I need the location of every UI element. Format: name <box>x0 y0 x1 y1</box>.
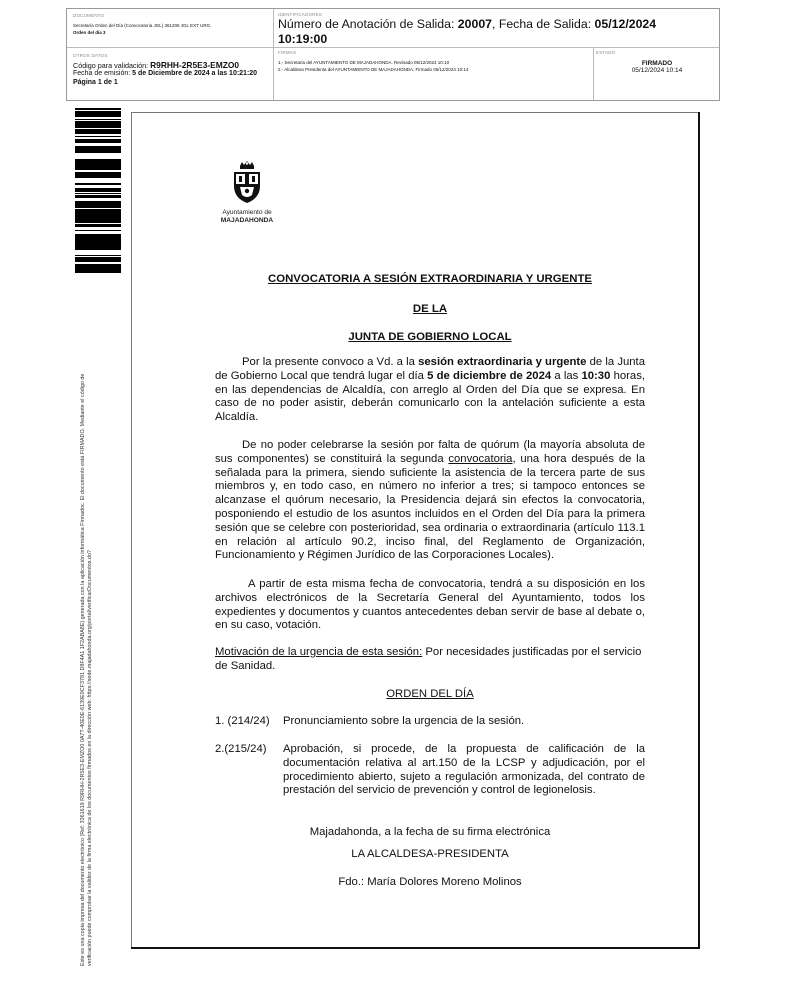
barcode-bar <box>75 230 121 231</box>
paragraph-documentacion: A partir de esta misma fecha de convocatoria, tendrá a su disposición en los archivos electrónicos de la Secretaría General del Ayuntamiento, todos los expedientes y documentos y cuantos antecedentes deban servir de base al debate o, en su caso, votación. <box>215 578 645 632</box>
barcode-bar <box>75 168 121 170</box>
firmas-cell <box>278 50 590 73</box>
codigo-value: R9RHH-2R5E3-EMZO0 <box>150 60 240 70</box>
para1-text-e: a las <box>551 369 582 382</box>
anotacion-salida <box>278 17 716 47</box>
otros-datos-cell <box>73 53 271 87</box>
agenda-item-text: Pronunciamiento sobre la urgencia de la sesión. <box>283 715 525 727</box>
barcode-bar <box>75 210 121 213</box>
barcode-bar <box>75 261 121 262</box>
barcode-bar <box>75 217 121 220</box>
barcode-bar <box>75 184 121 185</box>
orden-del-dia-title: ORDEN DEL DÍA <box>386 688 474 700</box>
barcode-bar <box>75 224 121 227</box>
pagina: Página 1 de 1 <box>73 78 118 86</box>
barcode-bar <box>75 243 121 245</box>
identificadores-cell <box>278 12 716 47</box>
paragraph-motivacion <box>215 646 645 674</box>
barcode-bar <box>75 139 121 141</box>
fecha-emision <box>73 70 271 79</box>
barcode-bar <box>75 249 121 250</box>
barcode-bar <box>75 147 121 148</box>
barcode-bar <box>75 146 121 147</box>
barcode-bar <box>75 259 121 260</box>
estado-cell <box>596 50 718 74</box>
codigo-label: Código para validación: <box>73 61 151 70</box>
paragraph-quorum <box>215 439 645 563</box>
anotacion-mid: , Fecha de Salida: <box>492 17 595 31</box>
barcode-bar <box>75 161 121 162</box>
barcode-bar <box>75 271 121 273</box>
barcode-bar <box>75 148 121 150</box>
estado-value: FIRMADO <box>641 60 673 67</box>
barcode-bar <box>75 268 121 271</box>
barcode-bar <box>75 264 121 266</box>
barcode-bar <box>75 196 121 197</box>
anotacion-time: 10:19:00 <box>278 32 328 46</box>
barcode-bar <box>75 174 121 177</box>
paragraph-convocatoria <box>215 356 645 425</box>
firma-2: 2.- Alcaldesa Presidenta del AYUNTAMIENTO DE MAJADAHONDA. Firmado 05/12/2024 10:14 <box>278 67 469 72</box>
title-de-la: DE LA <box>412 303 448 315</box>
otros-datos-caption: OTROS DATOS <box>73 53 108 58</box>
barcode-image <box>75 107 121 273</box>
title-junta: JUNTA DE GOBIERNO LOCAL <box>348 331 512 343</box>
agenda-item-text: Aprobación, si procede, de la propuesta de calificación de la documentación relativa al art.150 de la LCSP y adjudicación, por el procedimiento abierto, sujeto a regulación armonizada, del contrato de prestación del servicio de prevención y control de legionelosis. <box>283 743 645 797</box>
barcode-bar <box>75 189 121 190</box>
fecha-emision-value: 5 de Diciembre de 2024 a las 10:21:20 <box>132 70 258 77</box>
barcode-bar <box>75 130 121 132</box>
barcode-bar <box>75 141 121 142</box>
para1-bold-date: 5 de diciembre de 2024 <box>427 369 552 382</box>
firma-1: 1.- Secretaria del AYUNTAMIENTO DE MAJADAHONDA. Revisado 05/12/2024 10:10 <box>278 60 450 65</box>
barcode-bar <box>75 266 121 267</box>
barcode-bar <box>75 183 121 184</box>
anotacion-prefix: Número de Anotación de Salida: <box>278 17 458 31</box>
barcode-bar <box>75 116 121 117</box>
barcode-bar <box>75 240 121 243</box>
barcode-bar <box>75 234 121 236</box>
signature-header-table <box>66 8 720 101</box>
documento-value: Secretaría Orden del Día (Convocatoria JGL) 361206 JGL EXT URG. <box>73 23 212 28</box>
fecha-emision-label: Fecha de emisión: <box>73 70 133 77</box>
para1-text-a: Por la presente convoco a Vd. a la <box>242 356 419 368</box>
barcode-bar <box>75 267 121 268</box>
verification-vertical-text <box>80 306 114 966</box>
para1-text-g: horas, en las dependencias de Alcaldía, con arreglo al Orden del Día que se expresa. En caso de no poder asistir, deberán comunicarlo con la antelación suficiente a esta Alcaldía. <box>215 369 645 424</box>
identificadores-caption: IDENTIFICADORES <box>278 12 323 17</box>
closing-place: Majadahonda, a la fecha de su firma electrónica <box>309 826 551 838</box>
ayuntamiento-logo <box>214 160 280 230</box>
para1-text-c: de la Junta de Gobierno Local que tendrá lugar el día <box>215 356 645 382</box>
motivacion-label: Motivación de la urgencia de esta sesión: <box>215 646 423 658</box>
closing-role: LA ALCALDESA-PRESIDENTA <box>351 848 509 860</box>
para1-bold-time: 10:30 <box>581 369 611 382</box>
barcode-bar <box>75 197 121 198</box>
barcode-bar <box>75 109 121 110</box>
barcode-bar <box>75 195 121 196</box>
barcode-bar <box>75 150 121 151</box>
logo-line-2: MAJADAHONDA <box>220 217 274 224</box>
barcode-bar <box>75 119 121 120</box>
barcode-bar <box>75 136 121 137</box>
barcode-bar <box>75 151 121 153</box>
barcode-bar <box>75 129 121 130</box>
barcode-bar <box>75 220 121 223</box>
verification-line-1: Este es una copia impresa del documento electrónico (Ref: 3361619 R9RHH-2R5E3-EMZO0 0A7T-40E0E-6139E9CF3781 D8F4A1 1F2ABA8E) generada con la aplicación informática Firmadoc. El documento está FIRMADO. Mediante el código de <box>80 373 86 966</box>
barcode-bar <box>75 236 121 239</box>
barcode-bar <box>75 247 121 249</box>
estado-caption: ESTADO <box>596 50 616 55</box>
barcode-bar <box>75 166 121 168</box>
barcode-bar <box>75 125 121 128</box>
barcode-bar <box>75 162 121 163</box>
logo-line-1: Ayuntamiento de <box>222 209 272 216</box>
barcode-bar <box>75 190 121 191</box>
barcode-bar <box>75 108 121 109</box>
barcode-bar <box>75 177 121 178</box>
barcode-bar <box>75 214 121 217</box>
codigo-validacion <box>73 61 271 70</box>
para1-bold-session: sesión extraordinaria y urgente <box>418 356 587 368</box>
barcode-bar <box>75 113 121 116</box>
barcode-bar <box>75 213 121 214</box>
para2-text-c: , una hora después de la señalada para la primera, siendo suficiente la asistencia de la tercera parte de sus miembros y, en todo caso, en número no inferior a tres; si tampoco entonces se alcanzase el quórum necesario, la Presidencia dejará sin efectos la convocatoria, posponiendo el estudio de los asuntos incluidos en el Orden del Día para la primera sesión que se celebre con posterioridad, sea ordinaria o extraordinaria (artículo 113.1 en relación al artículo 90.2, inciso final, del Reglamento de Organización, Funcionamiento y Régimen Jurídico de las Corporaciones Locales). <box>215 452 645 562</box>
barcode-bar <box>75 123 121 125</box>
barcode-bar <box>75 111 121 113</box>
coat-of-arms-icon <box>230 160 264 204</box>
barcode-bar <box>75 132 121 134</box>
agenda-item-number: 1. (214/24) <box>215 715 270 727</box>
barcode-bar <box>75 163 121 166</box>
para2-text-a: De no poder celebrarse la sesión por falta de quórum (la mayoría absoluta de sus componentes) se constituirá la segunda <box>215 439 645 465</box>
barcode-bar <box>75 193 121 194</box>
barcode-bar <box>75 188 121 189</box>
barcode-bar <box>75 205 121 207</box>
barcode-bar <box>75 121 121 123</box>
firmas-caption: FIRMAS <box>278 50 297 55</box>
barcode-bar <box>75 209 121 210</box>
barcode-bar <box>75 257 121 259</box>
documento-cell <box>73 13 269 36</box>
anotacion-number: 20007 <box>457 17 492 31</box>
verification-line-2: verificación puede comprobar la validez de la firma electrónica de los documentos firmados en la dirección web: https://sede.majadahonda.org/portal/verificarDocumentos.do? <box>86 550 93 966</box>
closing-signer: Fdo.: María Dolores Moreno Molinos <box>338 876 522 888</box>
barcode-bar <box>75 204 121 205</box>
para2-convocatoria: convocatoria <box>448 452 513 465</box>
barcode-bar <box>75 172 121 174</box>
agenda-item-number: 2.(215/24) <box>215 743 267 755</box>
estado-date: 05/12/2024 10:14 <box>631 67 683 74</box>
barcode-bar <box>75 255 121 256</box>
barcode-bar <box>75 159 121 161</box>
barcode-bar <box>75 245 121 247</box>
title-convocatoria: CONVOCATORIA A SESIÓN EXTRAORDINARIA Y URGENTE <box>267 273 593 285</box>
barcode-bar <box>75 207 121 208</box>
documento-value-2: Orden del día 3 <box>73 30 106 35</box>
documento-caption: DOCUMENTO <box>73 13 105 18</box>
motivacion-text: Por necesidades justificadas por el servicio de Sanidad. <box>215 646 642 672</box>
barcode-bar <box>75 191 121 192</box>
barcode-bar <box>75 239 121 240</box>
barcode-bar <box>75 142 121 143</box>
barcode-bar <box>75 201 121 204</box>
anotacion-date: 05/12/2024 <box>594 17 657 31</box>
barcode-bar <box>75 260 121 261</box>
